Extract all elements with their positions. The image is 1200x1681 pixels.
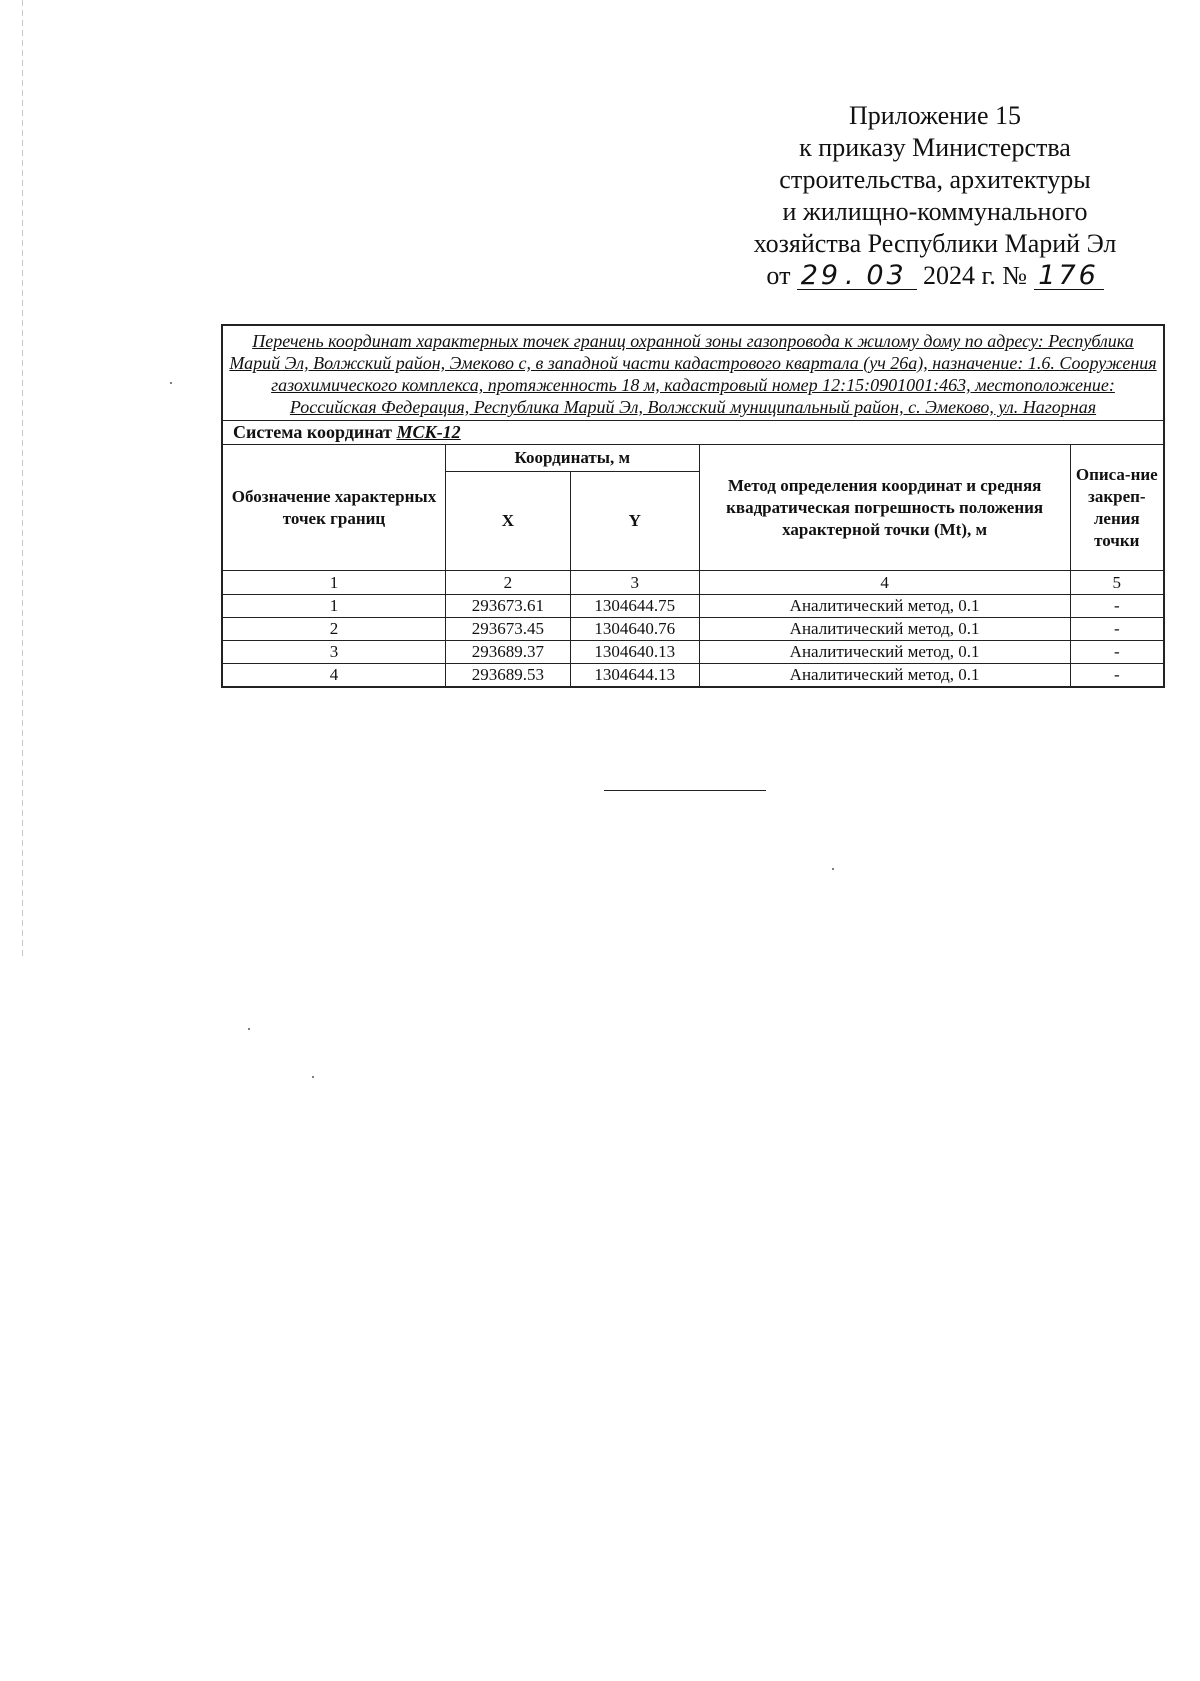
method: Аналитический метод, 0.1 [699,595,1070,618]
scan-speck [312,1076,314,1078]
header-line: Приложение 15 [848,101,1022,130]
table-row [222,641,1164,664]
coordinates-table [221,324,1165,688]
header-line: к приказу Министерства [799,133,1071,162]
column-number: 5 [1070,571,1164,595]
col-header-points: Обозначение характерных точек границ [222,445,446,571]
table-row [222,595,1164,618]
table-title: Перечень координат характерных точек границ охранной зоны газопровода к жилому дому по адресу: Республика Марий Эл, Волжский район, Эмеково с, в западной части кадастрового квартала (уч 26а), назначение: 1.6. Сооружения газохимического комплекса, протяженность 18 м, кадастровый номер 12:15:0901001:463, местоположение: Российская Федерация, Республика Марий Эл, Волжский муниципальный район, с. Эмеково, ул. Нагорная [222,325,1164,421]
col-header-method: Метод определения координат и средняя квадратическая погрешность положения характерной точки (Mt), м [699,445,1070,571]
handwritten-order-number: 176 [1034,263,1104,290]
coord-x: 293673.61 [446,595,571,618]
point-id: 2 [222,618,446,641]
scan-speck [170,382,172,384]
point-id: 3 [222,641,446,664]
end-separator-line [604,790,766,791]
column-number: 3 [570,571,699,595]
scan-edge-artifact [22,0,23,960]
coord-x: 293689.53 [446,664,571,688]
coord-y: 1304640.76 [570,618,699,641]
coord-y: 1304640.13 [570,641,699,664]
col-header-description: Описа-ние закреп-ления точки [1070,445,1164,571]
coord-y: 1304644.75 [570,595,699,618]
scan-speck [248,1028,250,1030]
coordinate-system [222,421,1164,445]
col-header-x: X [446,472,571,571]
column-number: 1 [222,571,446,595]
method: Аналитический метод, 0.1 [699,641,1070,664]
col-header-coordinates: Координаты, м [446,445,700,472]
coord-x: 293673.45 [446,618,571,641]
description: - [1070,595,1164,618]
order-date-line [700,260,1170,292]
coord-x: 293689.37 [446,641,571,664]
date-prefix: от [766,261,791,290]
description: - [1070,664,1164,688]
coord-y: 1304644.13 [570,664,699,688]
column-number-row [222,571,1164,595]
header-line: хозяйства Республики Марий Эл [753,229,1117,258]
coordinate-system-value: МСК-12 [396,422,461,442]
table-row [222,618,1164,641]
coordinate-system-label: Система координат [233,422,392,442]
point-id: 4 [222,664,446,688]
column-number: 2 [446,571,571,595]
handwritten-date-separator: . [844,260,857,291]
appendix-header [700,100,1170,292]
handwritten-month: 03 [857,263,917,290]
date-year: 2024 г. № [923,261,1028,290]
handwritten-day: 29 [797,263,845,290]
column-number: 4 [699,571,1070,595]
header-line: строительства, архитектуры [779,165,1091,194]
description: - [1070,641,1164,664]
method: Аналитический метод, 0.1 [699,618,1070,641]
method: Аналитический метод, 0.1 [699,664,1070,688]
scan-speck [832,868,834,870]
col-header-y: Y [570,472,699,571]
table-row [222,664,1164,688]
point-id: 1 [222,595,446,618]
header-line: и жилищно-коммунального [782,197,1088,226]
description: - [1070,618,1164,641]
